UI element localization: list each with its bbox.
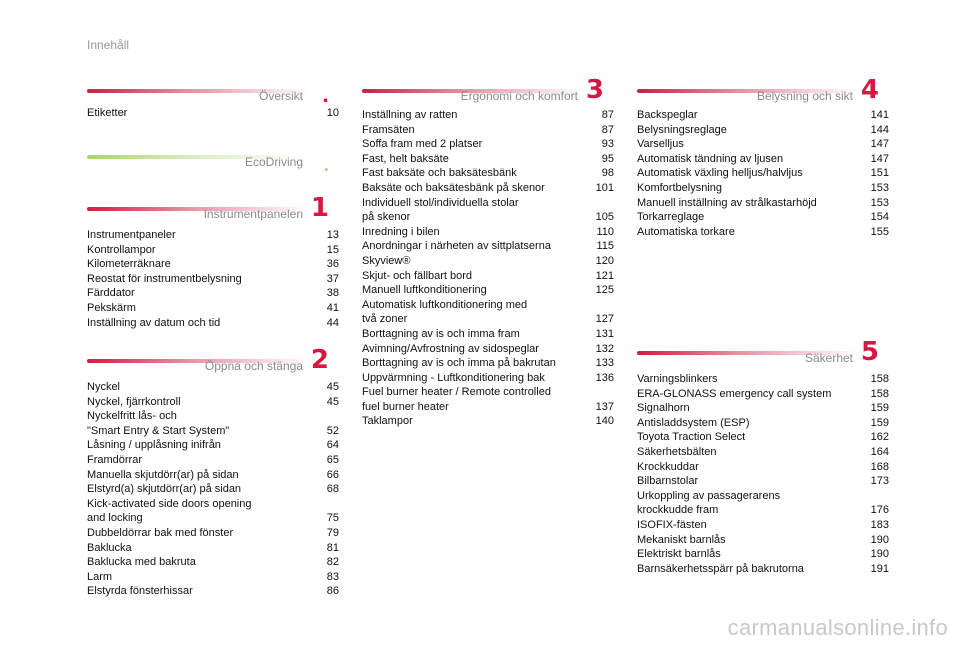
entry-page-number: 154 xyxy=(870,211,889,224)
entry-title: Borttagning av is och imma på bakrutan xyxy=(362,357,556,370)
entry-list xyxy=(637,108,889,239)
entry-title: Instrumentpaneler xyxy=(87,229,176,241)
section-number: 4 xyxy=(860,75,879,105)
section-oversikt xyxy=(87,80,339,121)
entry-list xyxy=(362,108,614,429)
section-number: 3 xyxy=(585,75,604,105)
toc-entry[interactable] xyxy=(87,438,339,453)
entry-list xyxy=(87,380,339,599)
entry-title: Avimning/Avfrostning av sidospeglar xyxy=(362,342,539,355)
section-title[interactable]: Översikt xyxy=(258,89,303,103)
toc-entry[interactable] xyxy=(87,570,339,585)
toc-entry[interactable] xyxy=(637,387,889,402)
entry-title: Soffa fram med 2 platser xyxy=(362,138,483,151)
toc-entry[interactable] xyxy=(87,541,339,556)
toc-entry[interactable] xyxy=(637,123,889,138)
section-number: 2 xyxy=(310,345,329,375)
entry-title: Automatisk tändning av ljusen xyxy=(637,152,784,165)
entry-title: Skyview® xyxy=(362,254,411,267)
toc-entry[interactable] xyxy=(637,196,889,211)
toc-entry[interactable] xyxy=(87,272,339,287)
entry-title: Anordningar i närheten av sittplatserna xyxy=(362,240,551,253)
entry-page-number: 158 xyxy=(870,373,889,385)
entry-title: Låsning / upplåsning inifrån xyxy=(87,439,221,452)
toc-entry[interactable] xyxy=(637,518,889,533)
entry-page-number: 132 xyxy=(595,342,614,355)
entry-title: Belysningsreglage xyxy=(637,123,727,136)
entry-title: Kontrollampor xyxy=(87,243,156,256)
section-number: 5 xyxy=(860,337,879,367)
section-sakerhet xyxy=(637,337,889,576)
toc-entry[interactable] xyxy=(87,228,339,243)
entry-page-number: 68 xyxy=(326,483,339,496)
section-number: . xyxy=(322,86,329,107)
toc-entry[interactable] xyxy=(362,414,614,429)
entry-page-number: 133 xyxy=(595,357,614,370)
entry-page-number: 159 xyxy=(870,402,889,415)
entry-page-number: 147 xyxy=(870,152,889,165)
toc-entry[interactable] xyxy=(87,380,339,395)
toc-entry[interactable] xyxy=(362,196,614,225)
entry-title: Framdörrar xyxy=(87,453,143,466)
entry-title: Komfortbelysning xyxy=(637,181,722,194)
entry-title: Skjut- och fällbart bord xyxy=(362,269,473,282)
entry-page-number: 155 xyxy=(870,225,889,238)
entry-title: Toyota Traction Select xyxy=(637,431,746,444)
entry-title: Signalhorn xyxy=(637,402,690,415)
entry-page-number: 44 xyxy=(326,316,339,329)
entry-title: Krockkuddar xyxy=(637,460,699,473)
section-ergonomi-och-komfort xyxy=(362,75,614,429)
toc-entry[interactable] xyxy=(87,453,339,468)
toc-entry[interactable] xyxy=(637,372,889,387)
entry-page-number: 65 xyxy=(326,453,339,466)
entry-title: Varningsblinkers xyxy=(637,373,718,385)
watermark: carmanualsonline.info xyxy=(727,615,948,640)
entry-page-number: 75 xyxy=(326,512,339,525)
entry-page-number: 144 xyxy=(870,123,889,136)
entry-title: Reostat för instrumentbelysning xyxy=(87,272,242,285)
toc-entry[interactable] xyxy=(87,257,339,272)
toc-entry[interactable] xyxy=(362,371,614,386)
toc-entry[interactable] xyxy=(87,497,339,526)
entry-page-number: 37 xyxy=(326,272,339,285)
toc-entry[interactable] xyxy=(362,283,614,298)
entry-page-number: 190 xyxy=(870,533,889,546)
toc-entry[interactable] xyxy=(87,555,339,570)
entry-title: Bilbarnstolar xyxy=(637,475,699,488)
toc-entry[interactable] xyxy=(637,562,889,577)
entry-page-number: 83 xyxy=(326,570,339,583)
section-number: 1 xyxy=(310,193,329,223)
toc-entry[interactable] xyxy=(362,152,614,167)
entry-title: Automatiska torkare xyxy=(637,225,735,238)
toc-entry[interactable] xyxy=(362,342,614,357)
toc-entry[interactable] xyxy=(637,416,889,431)
section-title[interactable]: Instrumentpanelen xyxy=(203,207,303,221)
entry-title: Automatisk växling helljus/halvljus xyxy=(637,167,803,180)
entry-page-number: 153 xyxy=(870,196,889,209)
entry-page-number: 110 xyxy=(596,225,614,238)
entry-page-number: 81 xyxy=(326,541,339,554)
entry-page-number: 93 xyxy=(601,138,614,151)
entry-page-number: 164 xyxy=(870,445,889,458)
entry-page-number: 101 xyxy=(595,181,614,194)
entry-title: Manuella skjutdörr(ar) på sidan xyxy=(87,468,239,481)
entry-page-number: 141 xyxy=(870,109,889,121)
section-header xyxy=(637,75,889,106)
toc-entry[interactable] xyxy=(637,489,889,518)
entry-title: Baklucka xyxy=(87,541,132,554)
entry-page-number: 45 xyxy=(326,395,339,408)
entry-title: Pekskärm xyxy=(87,301,136,314)
section-title[interactable]: Ergonomi och komfort xyxy=(460,89,578,103)
section-number: . xyxy=(323,159,329,175)
entry-page-number: 120 xyxy=(595,254,614,267)
entry-page-number: 66 xyxy=(326,468,339,481)
entry-page-number: 38 xyxy=(326,287,339,300)
toc-entry[interactable] xyxy=(87,584,339,599)
entry-page-number: 140 xyxy=(595,415,614,428)
toc-entry[interactable] xyxy=(637,460,889,475)
entry-title: Nyckelfritt lås- och "Smart Entry & Start System" xyxy=(87,410,230,437)
section-title[interactable]: Belysning och sikt xyxy=(756,89,853,103)
toc-entry[interactable] xyxy=(362,269,614,284)
toc-entry[interactable] xyxy=(87,301,339,316)
entry-page-number: 105 xyxy=(595,211,614,224)
entry-title: Urkoppling av passagerarens krockkudde fram xyxy=(637,489,781,517)
entry-page-number: 115 xyxy=(596,240,614,253)
entry-page-number: 64 xyxy=(326,439,339,452)
toc-entry[interactable] xyxy=(362,254,614,269)
toc-entry[interactable] xyxy=(362,225,614,240)
entry-page-number: 87 xyxy=(601,109,614,121)
entry-page-number: 82 xyxy=(326,556,339,569)
entry-title: Kilometerräknare xyxy=(87,258,171,271)
entry-title: Färddator xyxy=(87,287,135,300)
section-ecodriving xyxy=(87,146,339,175)
toc-entry[interactable] xyxy=(637,547,889,562)
toc-entry[interactable] xyxy=(87,243,339,258)
toc-entry[interactable] xyxy=(637,181,889,196)
entry-page-number: 95 xyxy=(601,152,614,165)
entry-page-number: 159 xyxy=(870,416,889,429)
entry-title: Barnsäkerhetsspärr på bakrutorna xyxy=(637,562,804,575)
entry-list xyxy=(637,372,889,576)
entry-page-number: 183 xyxy=(870,518,889,531)
section-oppna-och-stanga xyxy=(87,345,339,599)
toc-entry[interactable] xyxy=(637,108,889,123)
entry-page-number: 131 xyxy=(595,327,614,340)
entry-title: Antisladdsystem (ESP) xyxy=(637,416,750,429)
entry-title: Mekaniskt barnlås xyxy=(637,533,726,546)
entry-page-number: 52 xyxy=(326,424,339,437)
toc-entry[interactable] xyxy=(362,137,614,152)
entry-page-number: 137 xyxy=(595,400,614,413)
toc-entry[interactable] xyxy=(637,474,889,489)
toc-entry[interactable] xyxy=(637,137,889,152)
entry-page-number: 87 xyxy=(601,123,614,136)
entry-list xyxy=(87,106,339,121)
entry-title: Torkarreglage xyxy=(637,211,705,224)
toc-entry[interactable] xyxy=(637,166,889,181)
toc-entry[interactable] xyxy=(362,327,614,342)
entry-title: Automatisk luftkonditionering med två zoner xyxy=(362,298,528,326)
entry-title: Fast, helt baksäte xyxy=(362,152,449,165)
toc-entry[interactable] xyxy=(362,385,614,414)
entry-title: Varselljus xyxy=(637,138,684,151)
entry-title: Baklucka med bakruta xyxy=(87,556,196,569)
section-header xyxy=(87,80,339,106)
page-header: Innehåll xyxy=(87,38,130,52)
toc-entry[interactable] xyxy=(362,166,614,181)
section-header xyxy=(87,345,339,376)
section-header xyxy=(87,146,339,175)
toc-entry[interactable] xyxy=(87,468,339,483)
toc-entry[interactable] xyxy=(637,445,889,460)
entry-page-number: 151 xyxy=(870,167,889,180)
entry-page-number: 10 xyxy=(326,107,339,119)
entry-page-number: 79 xyxy=(326,526,339,539)
entry-page-number: 98 xyxy=(601,167,614,180)
entry-title: Backspeglar xyxy=(637,109,698,121)
entry-page-number: 153 xyxy=(870,181,889,194)
toc-entry[interactable] xyxy=(637,401,889,416)
entry-page-number: 121 xyxy=(595,269,614,282)
entry-page-number: 162 xyxy=(870,431,889,444)
section-belysning-och-sikt xyxy=(637,75,889,239)
entry-title: Framsäten xyxy=(362,123,415,136)
section-instrumentpanelen xyxy=(87,193,339,330)
section-title[interactable]: EcoDriving xyxy=(244,155,303,169)
entry-title: Kick-activated side doors opening and locking xyxy=(87,497,252,525)
toc-entry[interactable] xyxy=(637,430,889,445)
entry-page-number: 158 xyxy=(870,387,889,400)
entry-page-number: 190 xyxy=(870,548,889,561)
toc-entry[interactable] xyxy=(637,152,889,167)
entry-title: Nyckel xyxy=(87,381,121,393)
section-header xyxy=(362,75,614,106)
entry-title: Elektriskt barnlås xyxy=(637,548,721,561)
entry-title: Manuell luftkonditionering xyxy=(362,284,487,297)
toc-entry[interactable] xyxy=(637,533,889,548)
section-title[interactable]: Säkerhet xyxy=(804,351,853,365)
entry-page-number: 168 xyxy=(870,460,889,473)
toc-entry[interactable] xyxy=(362,108,614,123)
entry-title: Elstyrd(a) skjutdörr(ar) på sidan xyxy=(87,483,242,496)
toc-entry[interactable] xyxy=(637,210,889,225)
section-title[interactable]: Öppna och stänga xyxy=(204,359,303,373)
entry-title: Uppvärmning - Luftkonditionering bak xyxy=(362,371,545,384)
entry-title: Elstyrda fönsterhissar xyxy=(87,585,193,598)
section-header xyxy=(637,337,889,368)
entry-title: Dubbeldörrar bak med fönster xyxy=(87,526,234,539)
entry-title: Fuel burner heater / Remote controlled fuel burner heater xyxy=(362,386,551,413)
entry-page-number: 173 xyxy=(870,475,889,488)
entry-title: Inredning i bilen xyxy=(362,225,440,238)
toc-entry[interactable] xyxy=(362,239,614,254)
toc-entry[interactable] xyxy=(87,409,339,438)
entry-title: Baksäte och baksätesbänk på skenor xyxy=(362,181,545,194)
toc-entry[interactable] xyxy=(87,286,339,301)
toc-entry[interactable] xyxy=(87,395,339,410)
section-header xyxy=(87,193,339,224)
toc-entry[interactable] xyxy=(87,526,339,541)
toc-entry[interactable] xyxy=(87,482,339,497)
entry-title: Etiketter xyxy=(87,107,128,119)
entry-title: ERA-GLONASS emergency call system xyxy=(637,387,832,400)
entry-page-number: 86 xyxy=(326,585,339,598)
entry-title: Individuell stol/individuella stolar på skenor xyxy=(362,196,519,224)
entry-title: Nyckel, fjärrkontroll xyxy=(87,395,181,408)
entry-page-number: 36 xyxy=(326,258,339,271)
entry-page-number: 127 xyxy=(595,313,614,326)
entry-title: Manuell inställning av strålkastarhöjd xyxy=(637,196,817,209)
entry-title: Larm xyxy=(87,570,113,583)
entry-title: Borttagning av is och imma fram xyxy=(362,327,520,340)
toc-entry[interactable] xyxy=(637,225,889,240)
toc-entry[interactable] xyxy=(87,106,339,121)
toc-entry[interactable] xyxy=(362,123,614,138)
entry-page-number: 13 xyxy=(326,229,339,241)
entry-page-number: 191 xyxy=(870,562,889,575)
entry-title: Säkerhetsbälten xyxy=(637,445,717,458)
entry-page-number: 45 xyxy=(326,381,339,393)
toc-entry[interactable] xyxy=(87,316,339,331)
entry-page-number: 147 xyxy=(870,138,889,151)
toc-entry[interactable] xyxy=(362,298,614,327)
entry-page-number: 125 xyxy=(595,284,614,297)
entry-page-number: 136 xyxy=(595,371,614,384)
entry-title: Taklampor xyxy=(362,415,413,428)
entry-page-number: 41 xyxy=(326,301,339,314)
entry-page-number: 176 xyxy=(870,504,889,517)
entry-list xyxy=(87,228,339,330)
toc-entry[interactable] xyxy=(362,181,614,196)
entry-title: Inställning av ratten xyxy=(362,109,458,121)
entry-title: ISOFIX-fästen xyxy=(637,518,707,531)
toc-entry[interactable] xyxy=(362,356,614,371)
entry-page-number: 15 xyxy=(326,243,339,256)
entry-title: Fast baksäte och baksätesbänk xyxy=(362,167,517,180)
entry-title: Inställning av datum och tid xyxy=(87,316,221,329)
